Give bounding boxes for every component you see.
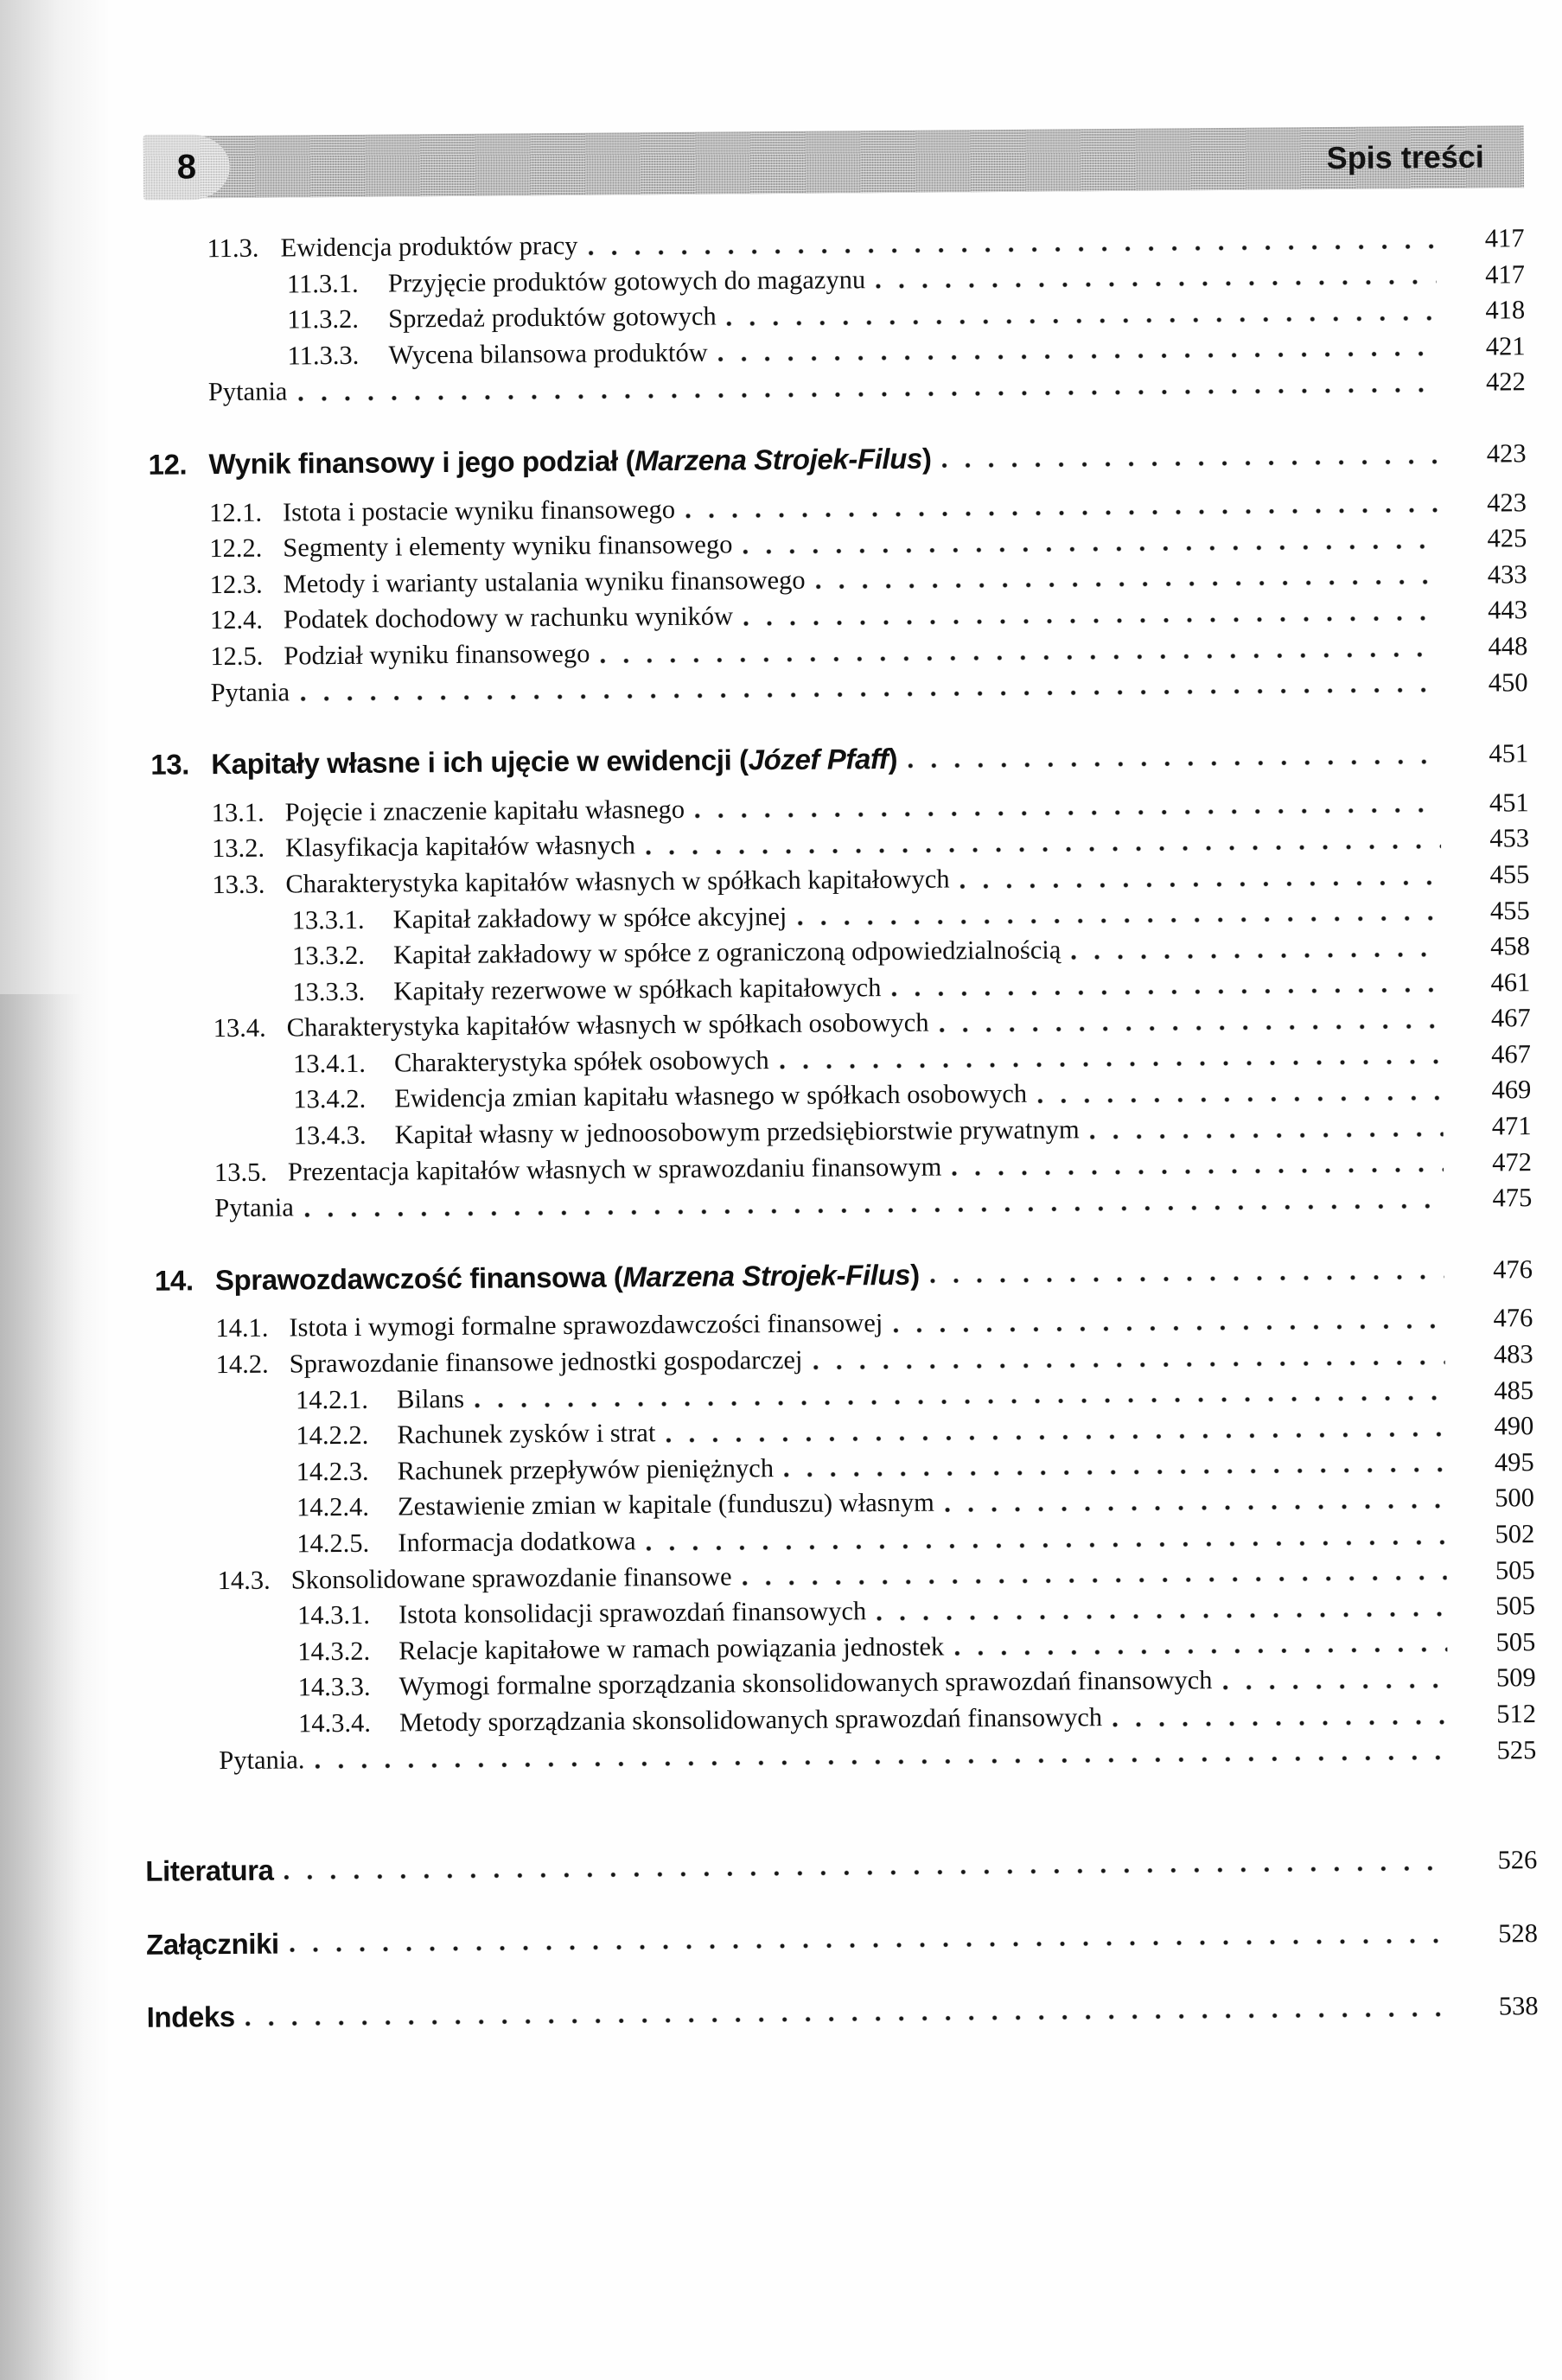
toc-entry-page: 450 [1488,667,1528,698]
dot-leader [816,579,1439,590]
toc-entry-number: 13.3.1. [291,904,365,935]
dot-leader [304,1203,1444,1217]
dot-leader [941,459,1438,469]
toc-entry-number: 14.2.3. [296,1456,369,1487]
toc-row [146,1916,1538,1962]
dot-leader [940,1024,1443,1033]
toc-entry-title: Metody sporządzania skonsolidowanych sprawozdań finansowych [398,1702,1103,1738]
toc-entry-page: 526 [1497,1845,1538,1875]
toc-entry-page: 425 [1487,523,1527,553]
dot-leader [876,279,1437,289]
toc-entry-number: 13.3.3. [292,976,366,1007]
toc-entry-title: Wymogi formalne sporządzania skonsolidowanych sprawozdań finansowych [398,1665,1213,1701]
dot-leader [743,544,1438,554]
toc-entry-number: 11.3.1. [286,268,359,299]
toc-entry-page: 500 [1495,1483,1535,1513]
toc-entry-title: Pytania [207,376,288,407]
toc-entry-number: 14.2. [215,1349,269,1380]
toc-entry-number: 14.2.2. [296,1420,369,1451]
toc-entry-title: Kapitał własny w jednoosobowym przedsiębiorstwie prywatnym [394,1114,1080,1150]
toc-entry-title: Kapitał zakładowy w spółce z ograniczoną odpowiedzialnością [392,935,1062,970]
toc-entry-title: Charakterystyka kapitałów własnych w spółkach kapitałowych [285,864,950,899]
toc-entry-page: 467 [1491,1039,1532,1069]
toc-entry-title: Prezentacja kapitałów własnych w sprawozdaniu finansowym [287,1152,942,1187]
toc-entry-page: 461 [1490,967,1531,998]
toc-entry-number: 14.3.3. [297,1672,371,1702]
running-head-stripe [195,125,1525,198]
toc-entry-number: 12.5. [210,641,264,672]
toc-entry-author: Marzena Strojek-Filus [622,1258,911,1293]
toc-entry-page: 476 [1493,1303,1533,1333]
dot-leader [685,507,1438,519]
toc-entry-page: 525 [1496,1734,1537,1765]
dot-leader [930,1274,1444,1284]
toc-entry-number: 12.1. [208,497,263,527]
dot-leader [891,987,1442,997]
toc-entry-page: 433 [1487,558,1527,590]
toc-entry-page: 485 [1494,1375,1534,1406]
toc-entry-title: Indeks [146,2000,235,2034]
toc-entry-title: Sprawozdawczość finansowa (Marzena Strojek-Filus) [214,1258,920,1296]
toc-entry-title: Pojęcie i znaczenie kapitału własnego [284,794,685,827]
toc-row [145,1842,1537,1889]
toc-entry-number: 13.4.1. [292,1048,367,1079]
toc-entry-page: 451 [1489,738,1529,769]
dot-leader [908,759,1440,769]
toc-entry-number: 14.1. [215,1313,269,1343]
toc-entry-number: 13.4.3. [293,1120,367,1151]
toc-entry-title: Metody i warianty ustalania wyniku finansowego [283,565,806,599]
toc-entry-title: Segmenty i elementy wyniku finansowego [283,529,733,563]
toc-entry-page: 458 [1490,931,1531,961]
toc-entry-page: 505 [1495,1554,1535,1586]
dot-leader [588,244,1436,256]
toc-entry-number: 11.3.3. [287,340,360,371]
toc-entry-page: 476 [1493,1254,1533,1285]
toc-entry-number: 13.5. [214,1157,268,1187]
dot-leader [954,1647,1447,1656]
toc-entry-page: 423 [1486,438,1527,469]
dot-leader [1090,1132,1444,1139]
toc-entry-title: Podział wyniku finansowego [284,638,590,671]
page-number: 8 [176,147,197,186]
toc-entry-page: 538 [1498,1991,1539,2021]
toc-entry-page: 483 [1493,1339,1533,1369]
dot-leader [893,1324,1444,1333]
toc-entry-title: Pytania [210,676,290,707]
toc-entry-title: Bilans [396,1383,465,1414]
toc-entry-page: 417 [1484,223,1525,253]
toc-entry-page: 451 [1489,787,1529,818]
dot-leader [945,1503,1446,1513]
toc-entry-title: Ewidencja zmian kapitału własnego w spółkach osobowych [394,1079,1028,1113]
toc-entry-number: 13.2. [211,833,265,864]
toc-entry-number: 14.3.1. [296,1599,371,1630]
dot-leader [797,916,1441,926]
toc-entry-title: Literatura [145,1854,274,1887]
toc-entry-title: Istota i postacie wyniku finansowego [282,494,676,527]
toc-entry-number: 14.2.1. [295,1384,369,1415]
toc-entry-title: Klasyfikacja kapitałów własnych [284,830,636,863]
toc-entry-number: 14.2.5. [296,1528,370,1559]
toc-entry-page: 502 [1495,1519,1535,1549]
toc-entry-page: 475 [1492,1183,1533,1213]
dot-leader [718,351,1438,362]
toc-entry-page: 528 [1498,1917,1539,1949]
dot-leader [743,1575,1447,1586]
toc-entry-title: Pytania. [219,1744,305,1775]
toc-entry-number: 13.4.2. [293,1084,367,1114]
toc-entry-title: Podatek dochodowy w rachunku wyników [283,601,734,635]
toc-row [146,1989,1538,2036]
toc-entry-title: Informacja dodatkowa [398,1526,636,1558]
dot-leader [290,1938,1450,1953]
toc-row [150,736,1528,782]
toc-entry-page: 418 [1485,295,1526,325]
toc-entry-number: 14.3. [217,1565,271,1595]
toc-entry-page: 471 [1491,1111,1532,1141]
toc-entry-title: Sprawozdanie finansowe jednostki gospodarczej [289,1344,803,1379]
dot-leader [647,1540,1447,1551]
toc-entry-page: 417 [1484,258,1525,290]
dot-leader [666,1432,1445,1443]
toc-entry-title: Istota konsolidacji sprawozdań finansowych [398,1596,867,1630]
toc-entry-number: 13.1. [211,797,265,827]
toc-entry-title: Istota i wymogi formalne sprawozdawczości finansowej [289,1308,883,1343]
toc-entry-number: 13.3. [212,869,265,900]
toc-entry-title: Pytania [214,1192,294,1223]
dot-leader [695,807,1441,819]
toc-entry-page: 469 [1491,1075,1532,1106]
toc-entry-number: 13.4. [213,1012,266,1043]
dot-leader [784,1467,1446,1477]
toc-entry-page: 448 [1488,631,1528,661]
running-head-band [143,124,1525,201]
toc-entry-number: 13. [150,748,190,781]
toc-entry-title: Sprzedaż produktów gotowych [388,301,717,334]
toc-entry-title: Załączniki [145,1927,279,1961]
toc-entry-author: Marzena Strojek-Filus [634,442,923,477]
toc-entry-number: 12.2. [209,533,263,564]
toc-entry-title: Charakterystyka kapitałów własnych w spółkach osobowych [286,1007,929,1043]
toc-entry-title: Kapitały rezerwowe w spółkach kapitałowych [393,972,882,1006]
dot-leader [1071,952,1442,960]
toc-entry-number: 13.3.2. [291,940,366,971]
toc-entry-page: 422 [1485,367,1526,397]
dot-leader [743,616,1439,626]
dot-leader [1223,1683,1448,1690]
toc-entry-page: 467 [1490,1003,1531,1033]
toc-entry-page: 505 [1495,1591,1536,1621]
toc-entry-number: 14.3.4. [297,1707,371,1739]
dot-leader [1113,1720,1448,1727]
dot-leader [300,687,1440,701]
toc-entry-title: Kapitał zakładowy w spółce akcyjnej [392,901,787,935]
toc-entry-title: Wycena bilansowa produktów [388,337,708,370]
toc-entry-title: Relacje kapitałowe w ramach powiązania jednostek [398,1631,945,1666]
toc-entry-number: 12. [148,448,188,481]
dot-leader [813,1360,1444,1370]
dot-leader [600,652,1439,664]
toc-entry-number: 11.3.2. [287,304,360,335]
dot-leader [727,316,1438,326]
dot-leader [952,1167,1444,1176]
dot-leader [315,1755,1448,1769]
toc-entry-page: 509 [1495,1662,1536,1693]
toc-entry-title: Skonsolidowane sprawozdanie finansowe [290,1561,732,1595]
toc-entry-page: 472 [1492,1146,1533,1177]
toc-entry-page: 423 [1487,487,1527,518]
dot-leader [297,387,1438,401]
toc-entry-page: 453 [1489,823,1530,853]
running-head-title: Spis treści [1326,138,1484,176]
toc-entry-title: Kapitały własne i ich ujęcie w ewidencji (Józef Pfaff) [211,743,898,781]
dot-leader [1037,1095,1443,1104]
toc-entry-number: 12.4. [209,605,264,635]
toc-entry-title: Przyjęcie produktów gotowych do magazynu [387,264,866,298]
dot-leader [960,879,1442,888]
toc-entry-page: 490 [1494,1411,1534,1441]
toc-entry-number: 11.3. [207,233,259,264]
toc-entry-number: 14.3.2. [297,1636,371,1667]
toc-entry-number: 14. [154,1264,194,1297]
dot-leader [877,1611,1447,1621]
toc-entry-title: Rachunek zysków i strat [397,1418,656,1450]
toc-entry-title: Zestawienie zmian w kapitale (funduszu) własnym [397,1488,934,1522]
dot-leader [780,1059,1443,1069]
toc-entry-number: 12.3. [209,569,263,599]
toc-entry-page: 455 [1489,895,1530,926]
dot-leader [284,1866,1450,1880]
toc-row [155,1252,1533,1298]
dot-leader [646,844,1441,855]
page-number-box [143,134,231,201]
toc-entry-page: 421 [1485,330,1526,361]
toc-entry-number: 14.2.4. [296,1492,370,1522]
dot-leader [245,2012,1450,2026]
toc-list [132,220,1538,2036]
toc-entry-page: 455 [1489,859,1530,890]
toc-entry-title: Wynik finansowy i jego podział (Marzena Strojek-Filus) [208,442,932,481]
toc-row [148,436,1526,482]
dot-leader [475,1395,1445,1408]
toc-entry-title: Charakterystyka spółek osobowych [393,1044,769,1078]
toc-entry-page: 512 [1496,1699,1537,1729]
toc-entry-title: Ewidencja produktów pracy [280,230,578,263]
toc-entry-page: 505 [1495,1626,1536,1657]
toc-entry-page: 495 [1494,1446,1534,1477]
toc-entry-title: Rachunek przepływów pieniężnych [397,1452,775,1486]
toc-entry-page: 443 [1488,595,1528,625]
toc-entry-author: Józef Pfaff [748,743,889,776]
